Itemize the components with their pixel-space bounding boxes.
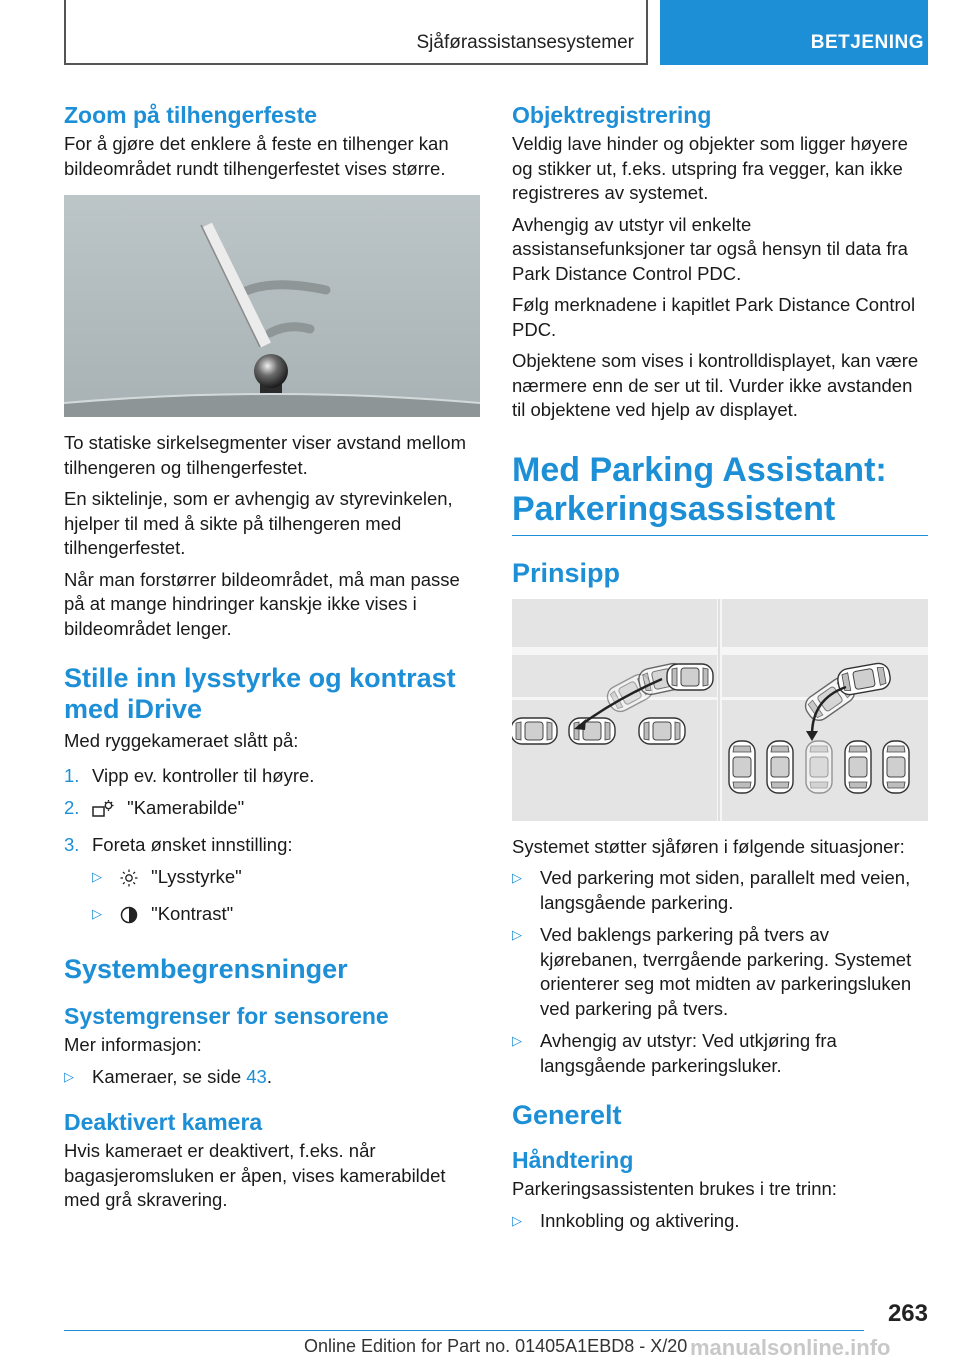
zoom-paragraph-1: For å gjøre det enklere å feste en tilhenger kan bildeområdet rundt tilhengerfestet vises større. (64, 133, 449, 179)
triangle-bullet-icon: ▷ (64, 1068, 74, 1084)
watermark-logo: manualsonline.info (690, 1335, 891, 1360)
object-heading: Objektregistrering (512, 102, 712, 128)
principle-item (512, 866, 928, 915)
page-header (64, 0, 928, 65)
header-section-title: Sjåførassistansesystemer (416, 32, 634, 53)
setting-options (64, 865, 480, 930)
principle-item (512, 923, 928, 1021)
deactivated-heading: Deaktivert kamera (64, 1109, 263, 1135)
header-chapter-tab (660, 0, 928, 65)
step-item (64, 764, 480, 789)
header-chapter-title: BETJENING (810, 32, 924, 53)
step-item (64, 796, 480, 825)
object-paragraph-2: Avhengig av utstyr vil enkelte assistansefunksjoner tar også hensyn til data fra Park Distance Control PDC. (512, 213, 908, 284)
left-column (64, 100, 480, 1220)
parking-principle-illustration (512, 599, 928, 821)
principle-item-text: Ved baklengs parkering på tvers av kjørebanen, tverrgående parkering. Systemet orienterer seg mot midten av parkeringsluken ved parkering på tvers. (540, 924, 912, 1019)
zoom-paragraph-4: Når man forstørrer bildeområdet, må man passe på at mange hindringer kanskje ikke vises i bildeområdet lenger. (64, 568, 460, 639)
sensor-item-tail: . (266, 1065, 272, 1087)
page-number: 263 (887, 1300, 928, 1327)
option-brightness (64, 865, 480, 894)
sensor-list-item (64, 1065, 480, 1090)
right-column (512, 100, 928, 1241)
parking-assistant-heading: Med Parking Assistant: Parkeringsassistent (512, 451, 928, 536)
option-text: "Kontrast" (151, 902, 234, 924)
sensor-item-text: Kameraer, se side (92, 1065, 247, 1087)
triangle-bullet-icon: ▷ (512, 1033, 522, 1048)
triangle-bullet-icon: ▷ (92, 905, 102, 921)
hitch-camera-figure (64, 195, 480, 417)
header-section-tab (64, 0, 648, 65)
page-reference-link[interactable]: 43 (246, 1065, 267, 1087)
principle-item-text: Avhengig av utstyr: Ved utkjøring fra langsgående parkeringsluker. (540, 1030, 837, 1076)
option-contrast (64, 902, 480, 931)
triangle-bullet-icon: ▷ (512, 870, 522, 885)
triangle-bullet-icon: ▷ (512, 927, 522, 942)
edition-text: Online Edition for Part no. 01405A1EBD8 - X/20 (304, 1336, 688, 1356)
principle-item (512, 1029, 928, 1078)
sensor-intro: Mer informasjon: (64, 1034, 202, 1055)
sensor-list (64, 1065, 480, 1090)
parking-principle-figure (512, 599, 928, 821)
step-item (64, 833, 480, 858)
brightness-heading: Stille inn lysstyrke og kontrast med iDrive (64, 663, 456, 724)
camera-image-icon (92, 800, 114, 825)
handling-list (512, 1209, 928, 1234)
principle-list (512, 866, 928, 1078)
object-paragraph-4: Objektene som vises i kontrolldisplayet, kan være nærmere enn de ser ut til. Vurder ikke avstanden til objektene ved hjelp av displayet. (512, 350, 919, 420)
contrast-icon (120, 906, 138, 931)
sun-icon (120, 869, 138, 894)
zoom-heading: Zoom på tilhengerfeste (64, 102, 318, 128)
handling-heading: Håndtering (512, 1147, 634, 1173)
principle-intro: Systemet støtter sjåføren i følgende situasjoner: (512, 835, 905, 857)
deactivated-paragraph: Hvis kameraet er deaktivert, f.eks. når bagasjeromsluken er åpen, vises kamerabildet med grå skravering. (64, 1140, 446, 1210)
object-paragraph-3: Følg merknadene i kapitlet Park Distance Control PDC. (512, 294, 916, 340)
principle-heading: Prinsipp (512, 557, 621, 588)
handling-item-text: Innkobling og aktivering. (540, 1209, 740, 1231)
handling-item (512, 1209, 928, 1234)
brightness-intro: Med ryggekameraet slått på: (64, 730, 299, 751)
triangle-bullet-icon: ▷ (512, 1212, 522, 1228)
triangle-bullet-icon: ▷ (92, 869, 102, 884)
step-number: 3. (64, 833, 80, 855)
zoom-paragraph-2: To statiske sirkelsegmenter viser avstand mellom tilhengeren og tilhengerfestet. (64, 432, 467, 478)
handling-intro: Parkeringsassistenten brukes i tre trinn: (512, 1178, 837, 1199)
brightness-steps (64, 764, 480, 858)
principle-item-text: Ved parkering mot siden, parallelt med veien, langsgående parkering. (540, 867, 911, 913)
step-text: Vipp ev. kontroller til høyre. (92, 764, 315, 786)
step-number: 2. (64, 797, 80, 818)
step-number: 1. (64, 764, 80, 786)
step-text: Foreta ønsket innstilling: (92, 833, 293, 855)
step-text: "Kamerabilde" (127, 797, 245, 818)
sensor-heading: Systemgrenser for sensorene (64, 1003, 389, 1029)
general-heading: Generelt (512, 1100, 622, 1130)
limits-heading: Systembegrensninger (64, 954, 348, 984)
object-paragraph-1: Veldig lave hinder og objekter som ligger høyere og stikker ut, f.eks. utspring fra vegger, kan ikke registreres av systemet. (512, 133, 908, 203)
footer-divider (64, 1330, 864, 1331)
option-text: "Lysstyrke" (151, 866, 242, 887)
hitch-camera-illustration (64, 195, 480, 417)
zoom-paragraph-3: En siktelinje, som er avhengig av styrevinkelen, hjelper til med å sikte på tilhengeren med tilhengerfestet. (64, 488, 453, 558)
